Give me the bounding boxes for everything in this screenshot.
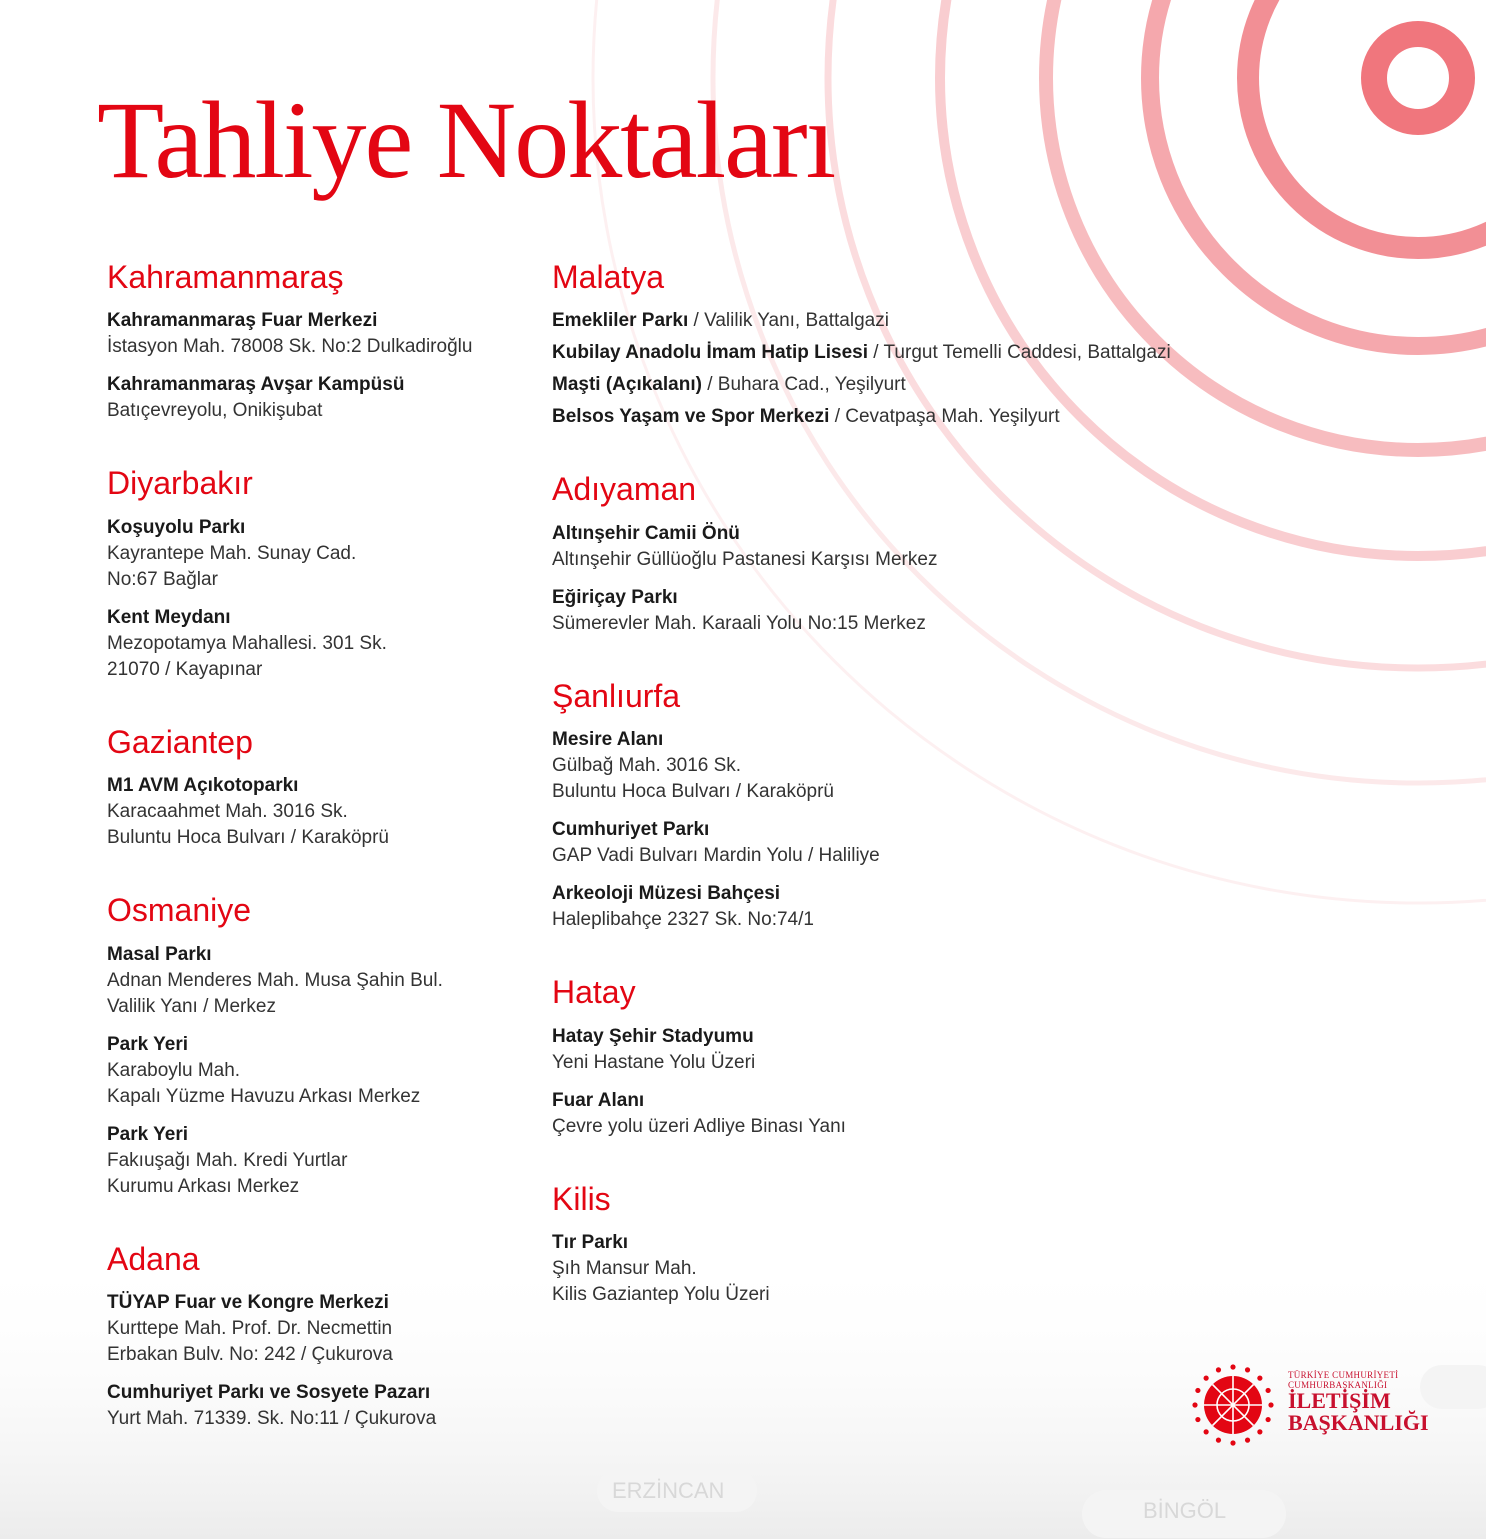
location-name: Park Yeri [107,1033,189,1055]
location-item [552,585,1312,637]
location-item [552,1024,1312,1076]
right-column [552,258,1312,1348]
city-block-malatya [552,258,1312,430]
location-item [107,1032,527,1110]
location-address: Haleplibahçe 2327 Sk. No:74/1 [552,909,814,931]
location-address: Erbakan Bulv. No: 242 / Çukurova [107,1343,393,1365]
location-name: Eğiriçay Parkı [552,586,678,608]
location-item [552,340,1312,366]
map-label-bingol: BİNGÖL [1143,1498,1227,1523]
city-name: Diyarbakır [107,465,253,502]
location-address: Karaboylu Mah. [107,1059,241,1081]
city-name: Hatay [552,974,636,1011]
location-address: Kurttepe Mah. Prof. Dr. Necmettin [107,1317,393,1339]
location-name: M1 AVM Açıkotoparkı [107,775,299,797]
emblem-star [1216,1367,1221,1372]
location-item [107,1290,527,1368]
location-address: Şıh Mansur Mah. [552,1257,697,1279]
location-name: Kent Meydanı [107,606,231,628]
location-address: Sümerevler Mah. Karaali Yolu No:15 Merkez [552,612,926,634]
location-name: Mesire Alanı [552,729,664,751]
location-item [552,817,1312,869]
location-address: 21070 / Kayapınar [107,658,263,680]
location-address: / Valilik Yanı, Battalgazi [688,310,889,332]
logo-text [1288,1370,1429,1434]
location-name: Altınşehir Camii Önü [552,522,740,544]
location-address: Mezopotamya Mahallesi. 301 Sk. [107,632,387,654]
city-block-adiyaman [552,470,1312,636]
page-title: Tahliye Noktaları [97,79,835,201]
emblem-star [1245,1438,1250,1443]
emblem-star [1257,1429,1262,1434]
location-name: Kahramanmaraş Avşar Kampüsü [107,374,405,396]
location-item [107,605,527,683]
location-name: Kahramanmaraş Fuar Merkezi [107,310,378,332]
emblem-star [1195,1388,1200,1393]
location-address: Yeni Hastane Yolu Üzeri [552,1051,756,1073]
location-address: GAP Vadi Bulvarı Mardin Yolu / Haliliye [552,845,880,867]
location-address: Kapalı Yüzme Havuzu Arkası Merkez [107,1085,421,1107]
location-address: Kurumu Arkası Merkez [107,1175,300,1197]
city-name: Şanlıurfa [552,677,681,714]
emblem-star [1192,1402,1197,1407]
city-block-osmaniye [107,891,527,1199]
emblem-star [1230,1364,1235,1369]
iletisim-logo [1188,1360,1428,1450]
emblem-star [1204,1376,1209,1381]
city-block-diyarbakir [107,464,527,682]
location-address: Buluntu Hoca Bulvarı / Karaköprü [107,827,389,849]
location-address: / Cevatpaşa Mah. Yeşilyurt [829,406,1060,428]
location-name: Fuar Alanı [552,1089,645,1111]
location-address: Fakıuşağı Mah. Kredi Yurtlar [107,1149,348,1171]
logo-line-1: TÜRKİYE CUMHURİYETİ [1288,1370,1399,1380]
city-name: Kilis [552,1180,611,1217]
location-name: Arkeoloji Müzesi Bahçesi [552,883,781,905]
location-item [552,404,1312,430]
city-block-adana [107,1240,527,1432]
location-address: Kilis Gaziantep Yolu Üzeri [552,1283,770,1305]
location-item [552,1230,1312,1308]
map-label-erzincan: ERZİNCAN [612,1478,725,1503]
location-item [107,515,527,593]
location-name: Cumhuriyet Parkı ve Sosyete Pazarı [107,1381,431,1403]
emblem-star [1195,1417,1200,1422]
logo-line-3: İLETİŞİM [1288,1388,1391,1413]
location-name: Tır Parkı [552,1231,629,1253]
right-city-list [552,470,1312,1308]
city-block-sanliurfa [552,677,1312,933]
location-address: Valilik Yanı / Merkez [107,995,276,1017]
location-address: İstasyon Mah. 78008 Sk. No:2 Dulkadiroğlu [107,336,473,358]
logo-line-2: CUMHURBAŞKANLIĞI [1288,1380,1388,1390]
logo-line-4: BAŞKANLIĞI [1288,1410,1429,1435]
emblem-star [1257,1376,1262,1381]
emblem-star [1230,1440,1235,1445]
location-name: Koşuyolu Parkı [107,516,246,538]
location-address: Gülbağ Mah. 3016 Sk. [552,755,742,777]
location-address: / Buhara Cad., Yeşilyurt [701,374,906,396]
city-name: Kahramanmaraş [107,259,344,295]
location-item [107,1122,527,1200]
city-name: Adıyaman [552,471,697,508]
location-address: Çevre yolu üzeri Adliye Binası Yanı [552,1115,846,1137]
emblem-star [1204,1429,1209,1434]
location-address: Yurt Mah. 71339. Sk. No:11 / Çukurova [107,1407,437,1429]
location-address: Kayrantepe Mah. Sunay Cad. [107,542,357,564]
location-address: / Turgut Temelli Caddesi, Battalgazi [868,342,1171,364]
location-name: Belsos Yaşam ve Spor Merkezi [552,406,830,428]
location-item [552,308,1312,334]
location-name: Kubilay Anadolu İmam Hatip Lisesi [552,342,869,364]
location-item [552,372,1312,398]
location-name: TÜYAP Fuar ve Kongre Merkezi [107,1291,389,1313]
location-item [107,773,527,851]
city-block-gaziantep [107,723,527,851]
location-address: Karacaahmet Mah. 3016 Sk. [107,801,348,823]
city-block-kilis [552,1180,1312,1308]
location-item [552,881,1312,933]
location-address: Altınşehir Güllüoğlu Pastanesi Karşısı Merkez [552,548,938,570]
location-address: Batıçevreyolu, Onikişubat [107,400,323,422]
location-name: Emekliler Parkı [552,310,689,332]
location-item [107,1380,527,1432]
location-address: Adnan Menderes Mah. Musa Şahin Bul. [107,969,443,991]
location-item [552,727,1312,805]
location-item [552,1088,1312,1140]
location-name: Park Yeri [107,1123,189,1145]
city-name: Adana [107,1240,200,1277]
emblem-star [1266,1388,1271,1393]
emblem-star [1268,1402,1273,1407]
emblem-star [1266,1417,1271,1422]
location-address: Buluntu Hoca Bulvarı / Karaköprü [552,781,834,803]
location-item [107,372,527,424]
location-item [107,942,527,1020]
location-item [552,521,1312,573]
city-name: Osmaniye [107,892,252,929]
location-name: Maşti (Açıkalanı) [552,374,702,396]
location-item [107,308,527,360]
location-name: Masal Parkı [107,943,212,965]
iletisim-emblem-icon [1188,1360,1278,1450]
emblem-star [1245,1367,1250,1372]
emblem-star [1216,1438,1221,1443]
city-block-hatay [552,973,1312,1139]
map-label-pill [1420,1365,1486,1409]
city-block-kahramanmaras [107,258,527,424]
location-address: No:67 Bağlar [107,568,218,590]
city-name: Malatya [552,259,665,295]
left-column [107,258,527,1472]
location-name: Cumhuriyet Parkı [552,819,710,841]
city-name: Gaziantep [107,723,253,760]
location-name: Hatay Şehir Stadyumu [552,1025,754,1047]
